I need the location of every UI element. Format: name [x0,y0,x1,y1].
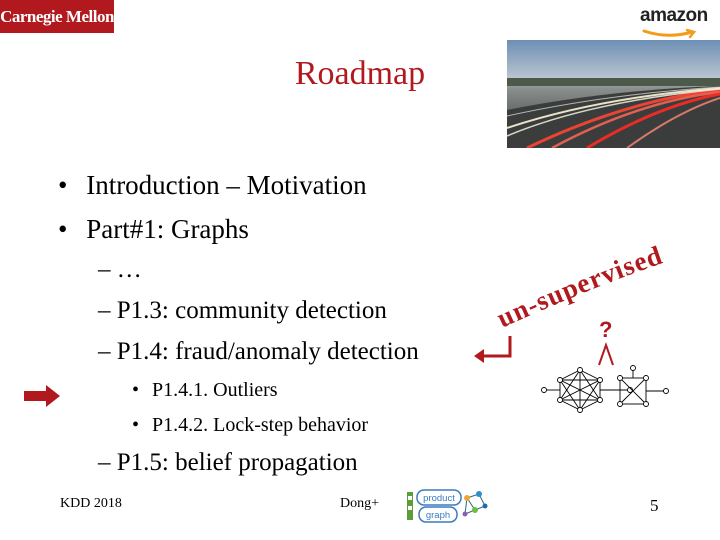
bullet-introduction [58,170,367,201]
subsub-text: P1.4.2. Lock-step behavior [152,414,369,436]
subsub-marker: • [132,379,140,401]
highway-photo [507,40,720,148]
slide-title: Roadmap [294,55,426,92]
question-caret-icon [599,345,613,365]
question-mark-text: ? [599,317,613,342]
product-graph-logo-line2: graph [425,510,451,521]
sub-item-fraud-detection: – P1.4: fraud/anomaly detection [98,338,419,365]
footer-conference: KDD 2018 [60,496,122,511]
page-number: 5 [650,496,659,515]
sub-item-ellipsis: – … [98,256,142,283]
bullet-marker: • [58,170,68,200]
carnegie-mellon-logo: Carnegie Mellon [0,0,114,33]
footer-author: Dong+ [340,496,380,511]
bullet-text: Introduction – Motivation [86,170,367,200]
bullet-graphs [58,214,249,245]
current-section-arrow-icon [22,383,62,409]
product-graph-logo [405,488,489,524]
subsub-item-outliers [132,379,278,402]
product-graph-logo-line1: product [423,493,455,504]
subsub-item-lockstep [132,414,368,437]
unsupervised-curved-text: un-supervised [492,240,667,334]
subsub-text: P1.4.1. Outliers [152,379,278,401]
sub-item-community-detection: – P1.3: community detection [98,297,387,324]
amazon-smile-icon [640,29,700,39]
lockstep-graph-icon [618,366,669,407]
return-arrow-icon [474,336,510,363]
sub-item-belief-propagation: – P1.5: belief propagation [98,449,358,476]
bullet-marker: • [58,214,68,244]
amazon-logo-text: amazon [640,5,708,26]
subsub-marker: • [132,414,140,436]
unsupervised-diagram [470,240,720,420]
bullet-text: Part#1: Graphs [86,214,249,244]
amazon-logo [640,6,710,40]
